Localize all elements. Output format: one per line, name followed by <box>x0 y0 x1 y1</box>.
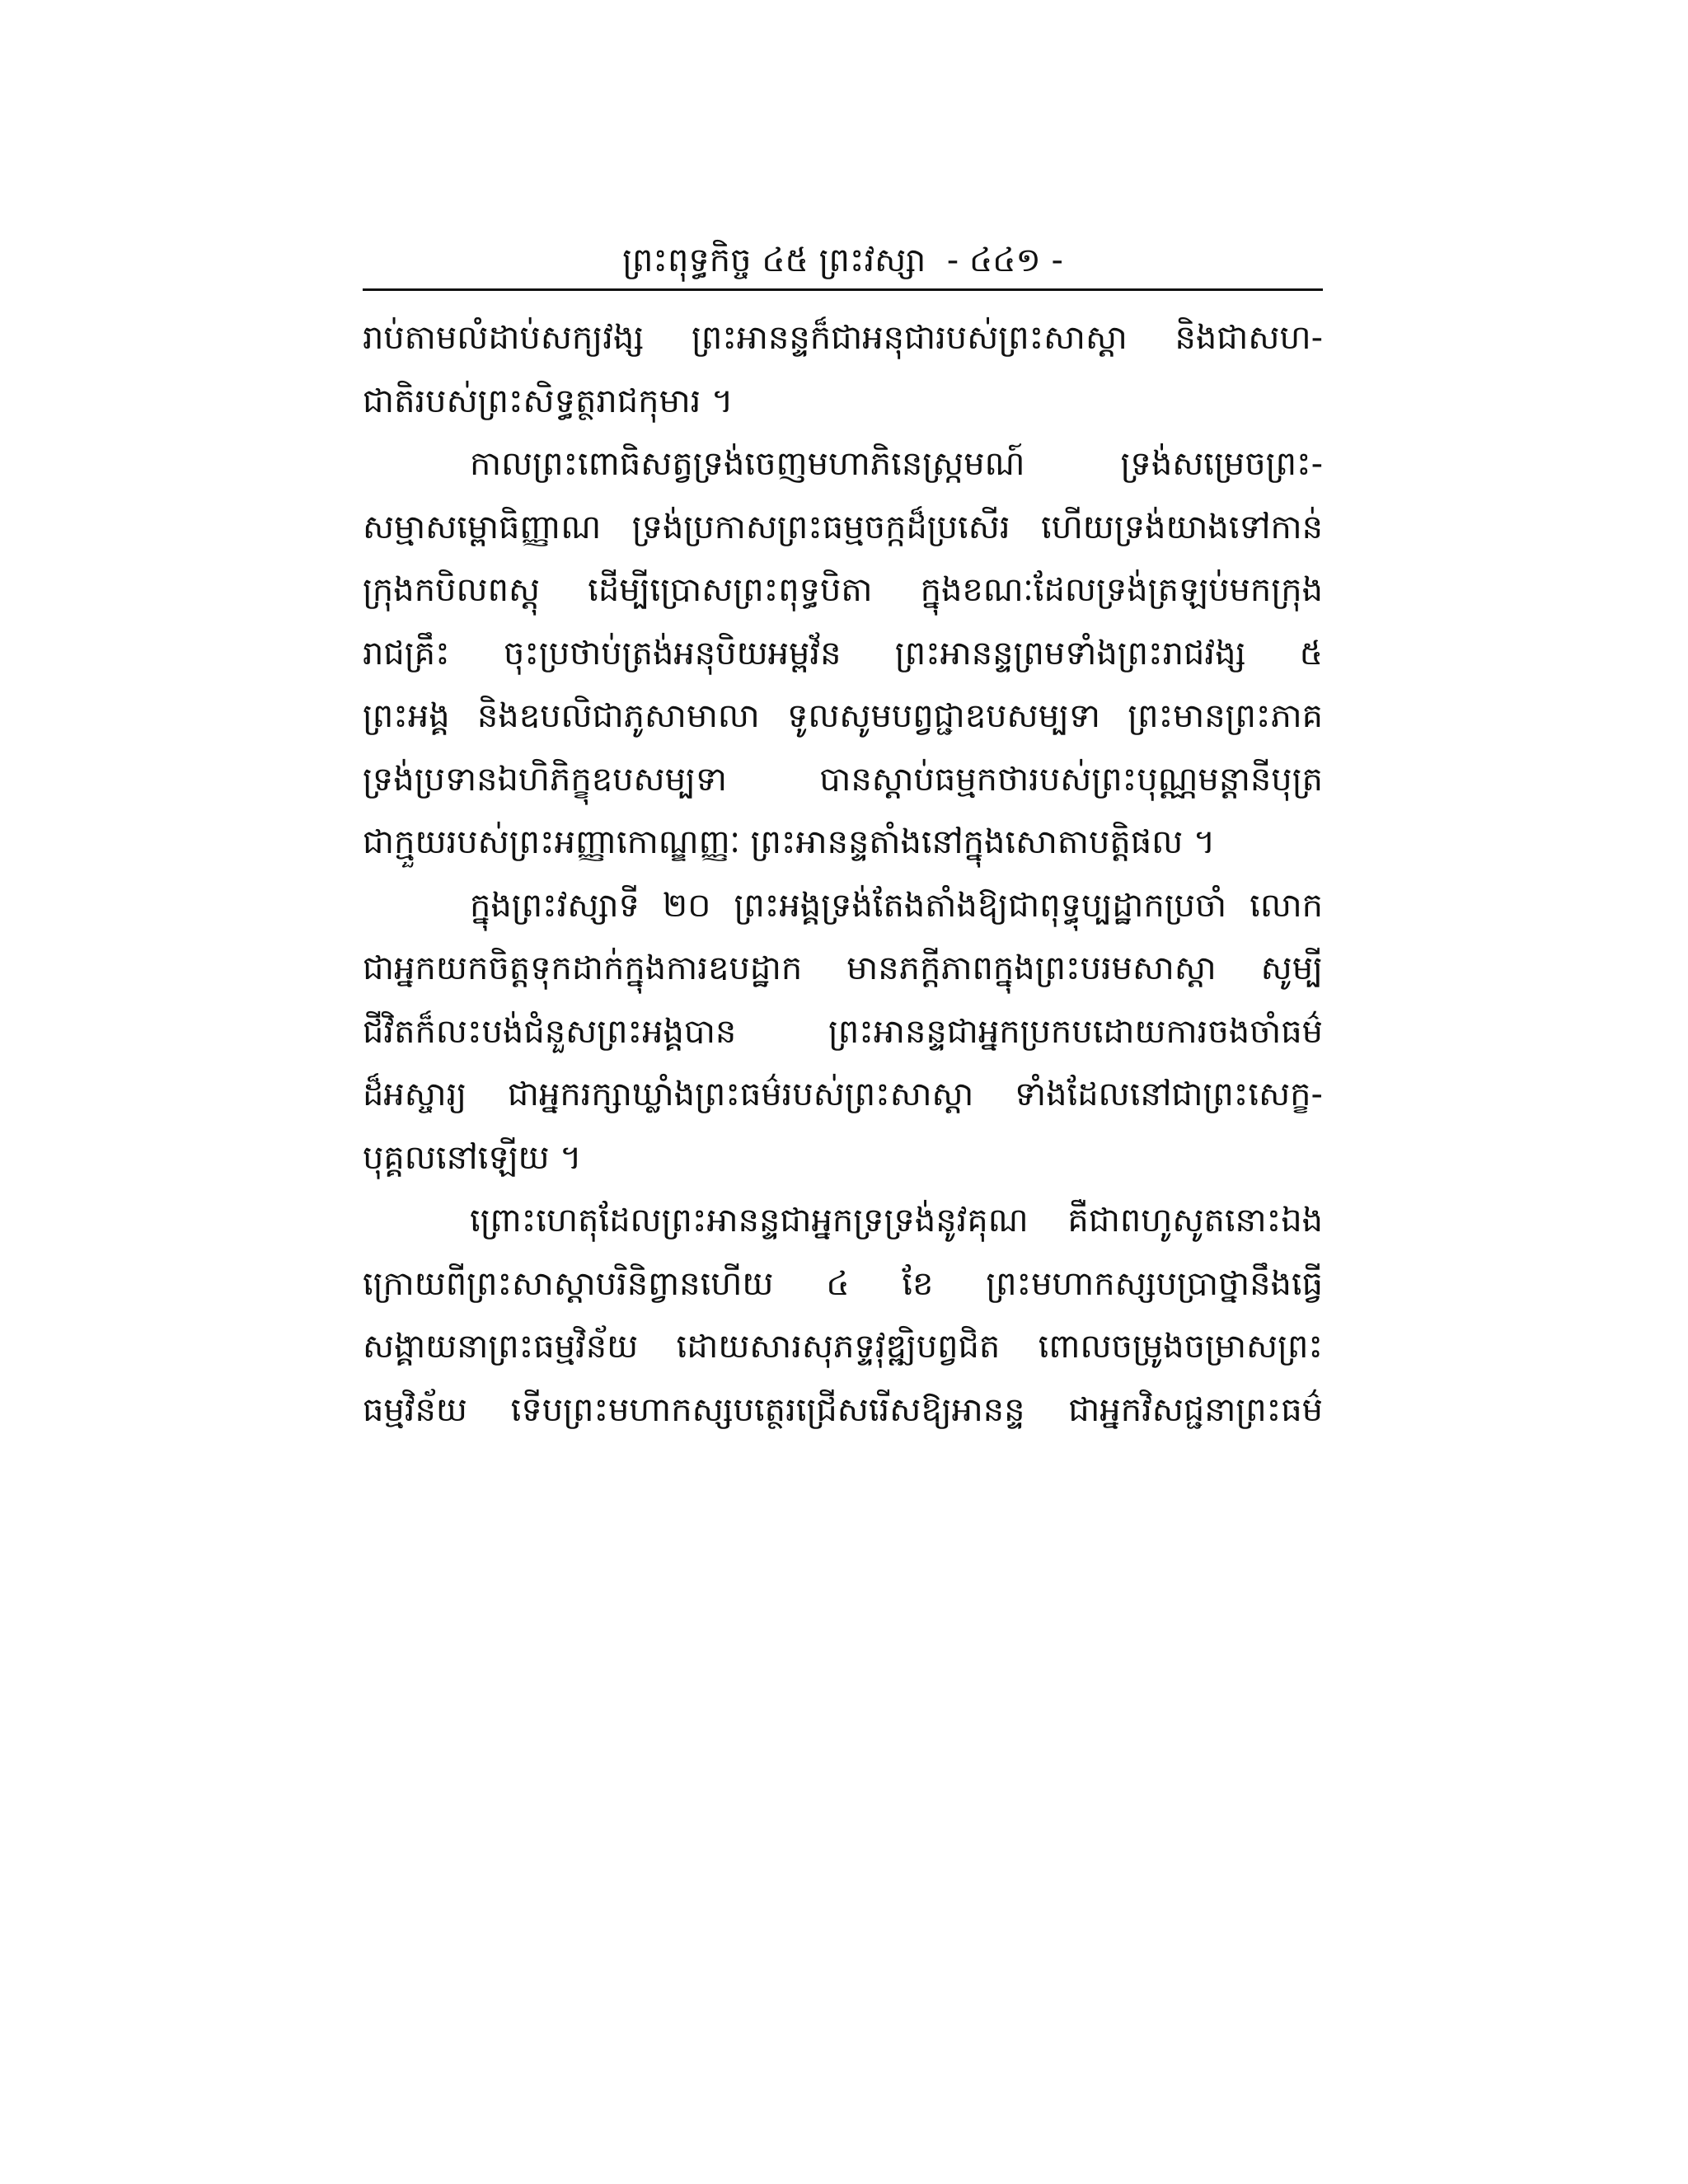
text-line: ជីវិតក៏លះបង់ជំនួសព្រះអង្គបាន ព្រះអានន្ទជាអ្នកប្រកបដោយការចងចាំធម៌ <box>363 1012 1323 1051</box>
text-line: ជាតិរបស់ព្រះសិទ្ធត្ថរាជកុមារ ។ <box>363 382 734 420</box>
text-line: ព្រោះហេតុដែលព្រះអានន្ទជាអ្នកទ្រទ្រង់នូវគុណ គឺជាពហូសូតនោះឯង <box>470 1202 1323 1240</box>
text-line: រាប់តាមលំដាប់សក្យវង្ស ព្រះអានន្ទក៏ជាអនុជារបស់ព្រះសាស្ដា និងជាសហ- <box>363 319 1323 357</box>
text-line: ដ៏អស្ចារ្យ ជាអ្នករក្សាឃ្លាំងព្រះធម៌របស់ព្រះសាស្ដា ទាំងដែលនៅជាព្រះសេក្ខ- <box>363 1076 1323 1113</box>
body-text <box>363 307 1323 1441</box>
text-line: ក្រុងកបិលពស្ដុ ដើម្បីប្រោសព្រះពុទ្ធបិតា ក្នុងខណៈដែលទ្រង់ត្រឡប់មកក្រុង <box>363 571 1323 609</box>
header-rule <box>363 288 1323 291</box>
text-line: ព្រះអង្គ និងឧបលិជាភូសាមាលា ទូលសូមបព្វជ្ជាឧបសម្បទា ព្រះមានព្រះភាគ <box>363 697 1323 735</box>
text-line: សម្មាសម្ពោធិញ្ញាណ ទ្រង់ប្រកាសព្រះធម្មចក្កដ៏ប្រសើរ ហើយទ្រង់យាងទៅកាន់ <box>363 508 1323 546</box>
text-line: រាជគ្រឹះ ចុះប្រថាប់ត្រង់អនុបិយអម្ពវ័ន ព្រះអានន្ទព្រមទាំងព្រះរាជវង្ស ៥ <box>363 634 1323 673</box>
running-header: ព្រះពុទ្ធកិច្ច ៤៥ ព្រះវស្សា ​ - ៤៤១ - <box>622 241 1063 279</box>
text-line: កាលព្រះពោធិសត្វទ្រង់ចេញមហាភិនេស្ក្រមណ៍ ទ្រង់សម្រេចព្រះ- <box>470 445 1323 483</box>
text-line: ក្រោយពីព្រះសាស្ដាបរិនិព្វានហើយ ៤ ខែ ព្រះមហាកស្សបប្រាថ្នានឹងធ្វើ <box>363 1264 1323 1303</box>
text-line: ធម្មវិន័យ ទើបព្រះមហាកស្សបត្ថេរជ្រើសរើសឱ្យអានន្ទ ជាអ្នកវិសជ្ជនាព្រះធម៌ <box>363 1390 1323 1429</box>
text-line: សង្គាយនាព្រះធម្មវិន័យ ដោយសារសុភទ្ទវុឌ្ឍិបព្វជិត ពោលចម្រូងចម្រាសព្រះ <box>363 1328 1323 1366</box>
text-line: ទ្រង់ប្រទានឯហិភិក្ខុឧបសម្បទា បានស្ដាប់ធម្មកថារបស់ព្រះបុណ្ណមន្តានីបុត្រ <box>363 760 1323 799</box>
text-line: ជាអ្នកយកចិត្តទុកដាក់ក្នុងការឧបដ្ឋាក មានភក្តីភាពក្នុងព្រះបរមសាស្ដា សូម្បី <box>363 949 1323 987</box>
text-line: បុគ្គលនៅឡើយ ។ <box>363 1138 582 1177</box>
text-line: ជាក្មួយរបស់ព្រះអញ្ញាកោណ្ឌញ្ញៈ ព្រះអានន្ទតាំងនៅក្នុងសោតាបត្តិផល ។ <box>363 823 1216 861</box>
text-line: ក្នុងព្រះវស្សាទី ២០ ព្រះអង្គទ្រង់តែងតាំងឱ្យជាពុទ្ធុប្បដ្ឋាកប្រចាំ លោក <box>470 886 1323 925</box>
